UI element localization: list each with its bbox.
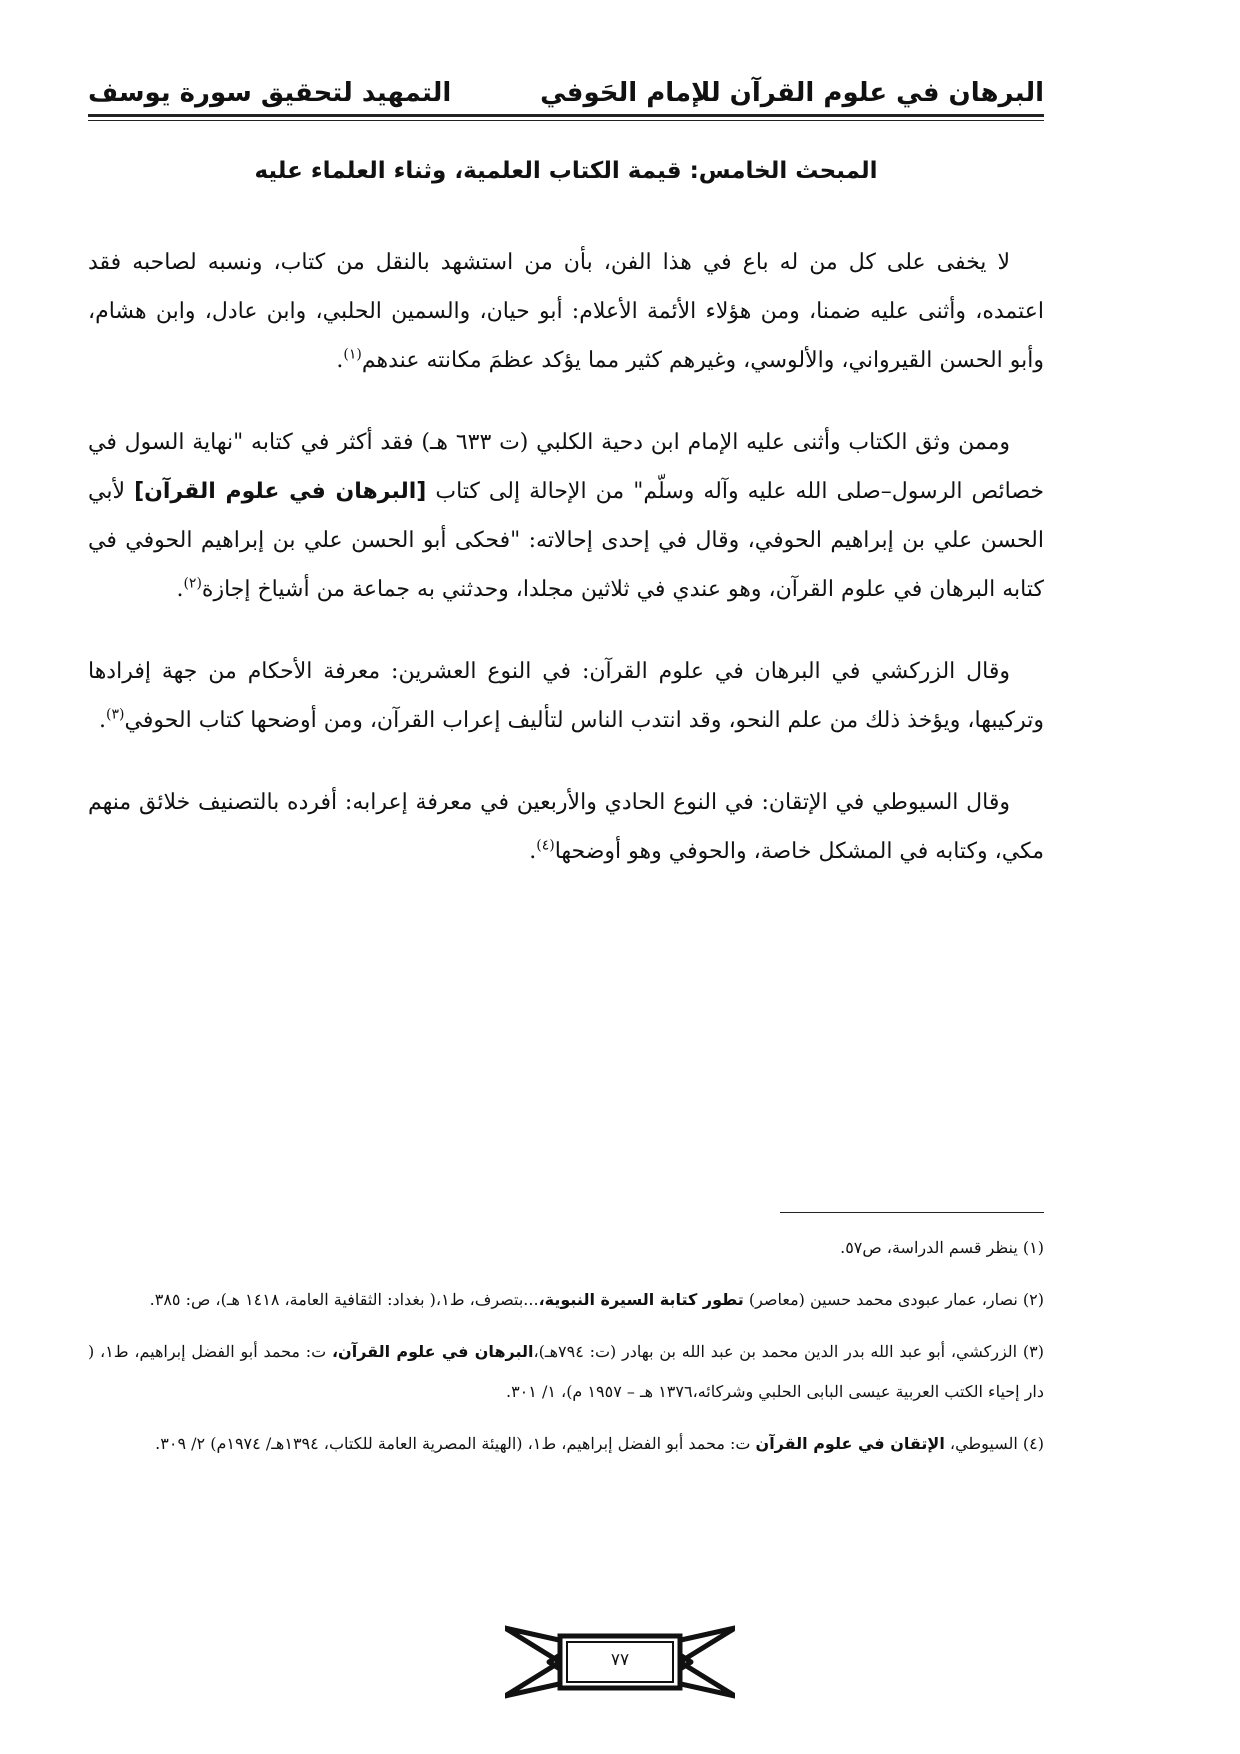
paragraph-4: وقال السيوطي في الإتقان: في النوع الحادي والأربعين في معرفة إعرابه: أفرده بالتصنيف خلائق منهم مكي، وكتابه في المشكل خاصة، والحوفي وهو أوضحها$^{(٤)}$. [88, 790, 1044, 864]
footnote-ref: (٢) [183, 575, 202, 592]
footnotes [88, 1228, 1044, 1476]
footnote-4: (٤) السيوطي، الإتقان في علوم القرآن ت: محمد أبو الفضل إبراهيم، ط١، (الهيئة المصرية العامة للكتاب، ١٣٩٤هـ/ ١٩٧٤م) ٢/ ٣٠٩. [155, 1434, 1044, 1453]
footnote-ref: (٣) [106, 706, 125, 723]
paragraph-3: وقال الزركشي في البرهان في علوم القرآن: في النوع العشرين: معرفة الأحكام من جهة إفرادها وتركيبها، ويؤخذ ذلك من علم النحو، وقد انتدب الناس لتأليف إعراب القرآن، ومن أوضحها كتاب الحوفي$^{(٣)}$. [88, 659, 1044, 733]
footnote-separator [780, 1212, 1044, 1213]
header-rule-thick [88, 114, 1044, 117]
header-section-title: التمهيد لتحقيق سورة يوسف [88, 78, 452, 108]
main-text [88, 238, 1044, 909]
footnote-1: (١) ينظر قسم الدراسة، ص٥٧. [840, 1238, 1044, 1257]
running-header [88, 70, 1044, 108]
footnote-3: (٣) الزركشي، أبو عبد الله بدر الدين محمد بن عبد الله بن بهادر (ت: ٧٩٤هـ)،البرهان في علوم القرآن، ت: محمد أبو الفضل إبراهيم، ط١، ( دار إحياء الكتب العربية عيسى البابى الحلبي وشركائه،١٣٧٦ هـ – ١٩٥٧ م)، ١/ ٣٠١. [88, 1342, 1044, 1401]
footnote-ref: (١) [343, 346, 362, 363]
paragraph-1: لا يخفى على كل من له باع في هذا الفن، بأن من استشهد بالنقل من كتاب، ونسبه لصاحبه فقد اعتمده، وأثنى عليه ضمنا، ومن هؤلاء الأئمة الأعلام: أبو حيان، والسمين الحلبي، وابن عادل، وابن هشام، وأبو الحسن القيرواني، والألوسي، وغيرهم كثير مما يؤكد عظمَ مكانته عندهم$^{(١)}$. [88, 250, 1044, 373]
footnote-2: (٢) نصار، عمار عبودى محمد حسين (معاصر) تطور كتابة السيرة النبوية،...بتصرف، ط١،( بغداد: الثقافية العامة، ١٤١٨ هـ)، ص: ٣٨٥. [149, 1290, 1044, 1309]
header-rule-thin [88, 120, 1044, 121]
bold-book-title: [البرهان في علوم القرآن] [134, 479, 427, 504]
header-book-title: البرهان في علوم القرآن للإمام الحَوفي [540, 78, 1044, 108]
paragraph-2: وممن وثق الكتاب وأثنى عليه الإمام ابن دحية الكلبي (ت ٦٣٣ هـ) فقد أكثر في كتابه "نهاية السول في خصائص الرسول–صلى الله عليه وآله وسلّم" من الإحالة إلى كتاب [البرهان في علوم القرآن] لأبي الحسن علي بن إبراهيم الحوفي، وقال في إحدى إحالاته: "فحكى أبو الحسن علي بن إبراهيم الحوفي في كتابه البرهان في علوم القرآن، وهو عندي في ثلاثين مجلدا، وحدثني به جماعة من أشياخ إجازة$^{(٢)}$. [88, 430, 1045, 602]
section-title: المبحث الخامس: قيمة الكتاب العلمية، وثناء العلماء عليه [254, 158, 878, 184]
footnote-ref: (٤) [536, 837, 555, 854]
page-number: ٧٧ [610, 1650, 630, 1670]
